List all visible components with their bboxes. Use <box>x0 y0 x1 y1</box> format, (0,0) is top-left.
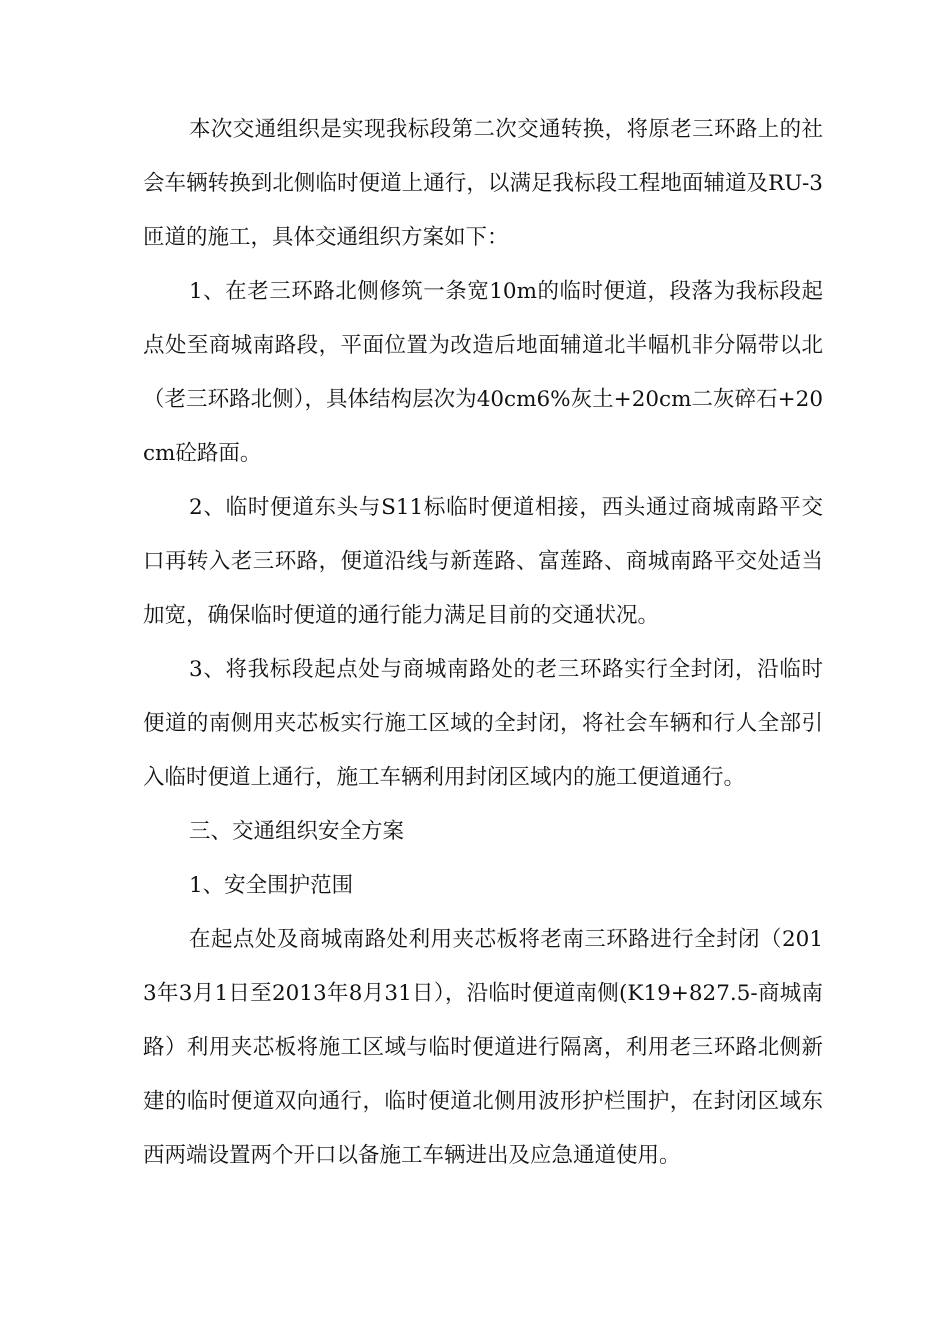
paragraph-item-2: 2、临时便道东头与S11标临时便道相接，西头通过商城南路平交口再转入老三环路，便道沿线与新莲路、富莲路、商城南路平交处适当加宽，确保临时便道的通行能力满足目前的交通状况。 <box>143 495 823 628</box>
section-heading: 三、交通组织安全方案 <box>189 819 405 844</box>
subsection-heading: 1、安全围护范围 <box>189 873 354 898</box>
document-body <box>143 103 823 1183</box>
paragraph-safety-scope: 在起点处及商城南路处利用夹芯板将老南三环路进行全封闭（2013年3月1日至2013年8月31日），沿临时便道南侧(K19+827.5-商城南路）利用夹芯板将施工区域与临时便道进行隔离，利用老三环路北侧新建的临时便道双向通行，临时便道北侧用波形护栏围护，在封闭区域东西两端设置两个开口以备施工车辆进出及应急通道使用。 <box>143 927 823 1168</box>
paragraph-item-1: 1、在老三环路北侧修筑一条宽10m的临时便道，段落为我标段起点处至商城南路段，平面位置为改造后地面辅道北半幅机非分隔带以北（老三环路北侧），具体结构层次为40cm6%灰土+20cm二灰碎石+20cm砼路面。 <box>143 279 823 466</box>
paragraph-intro: 本次交通组织是实现我标段第二次交通转换，将原老三环路上的社会车辆转换到北侧临时便道上通行，以满足我标段工程地面辅道及RU-3匝道的施工，具体交通组织方案如下： <box>143 117 823 250</box>
paragraph-item-3: 3、将我标段起点处与商城南路处的老三环路实行全封闭，沿临时便道的南侧用夹芯板实行施工区域的全封闭，将社会车辆和行人全部引入临时便道上通行，施工车辆利用封闭区域内的施工便道通行。 <box>143 657 823 790</box>
